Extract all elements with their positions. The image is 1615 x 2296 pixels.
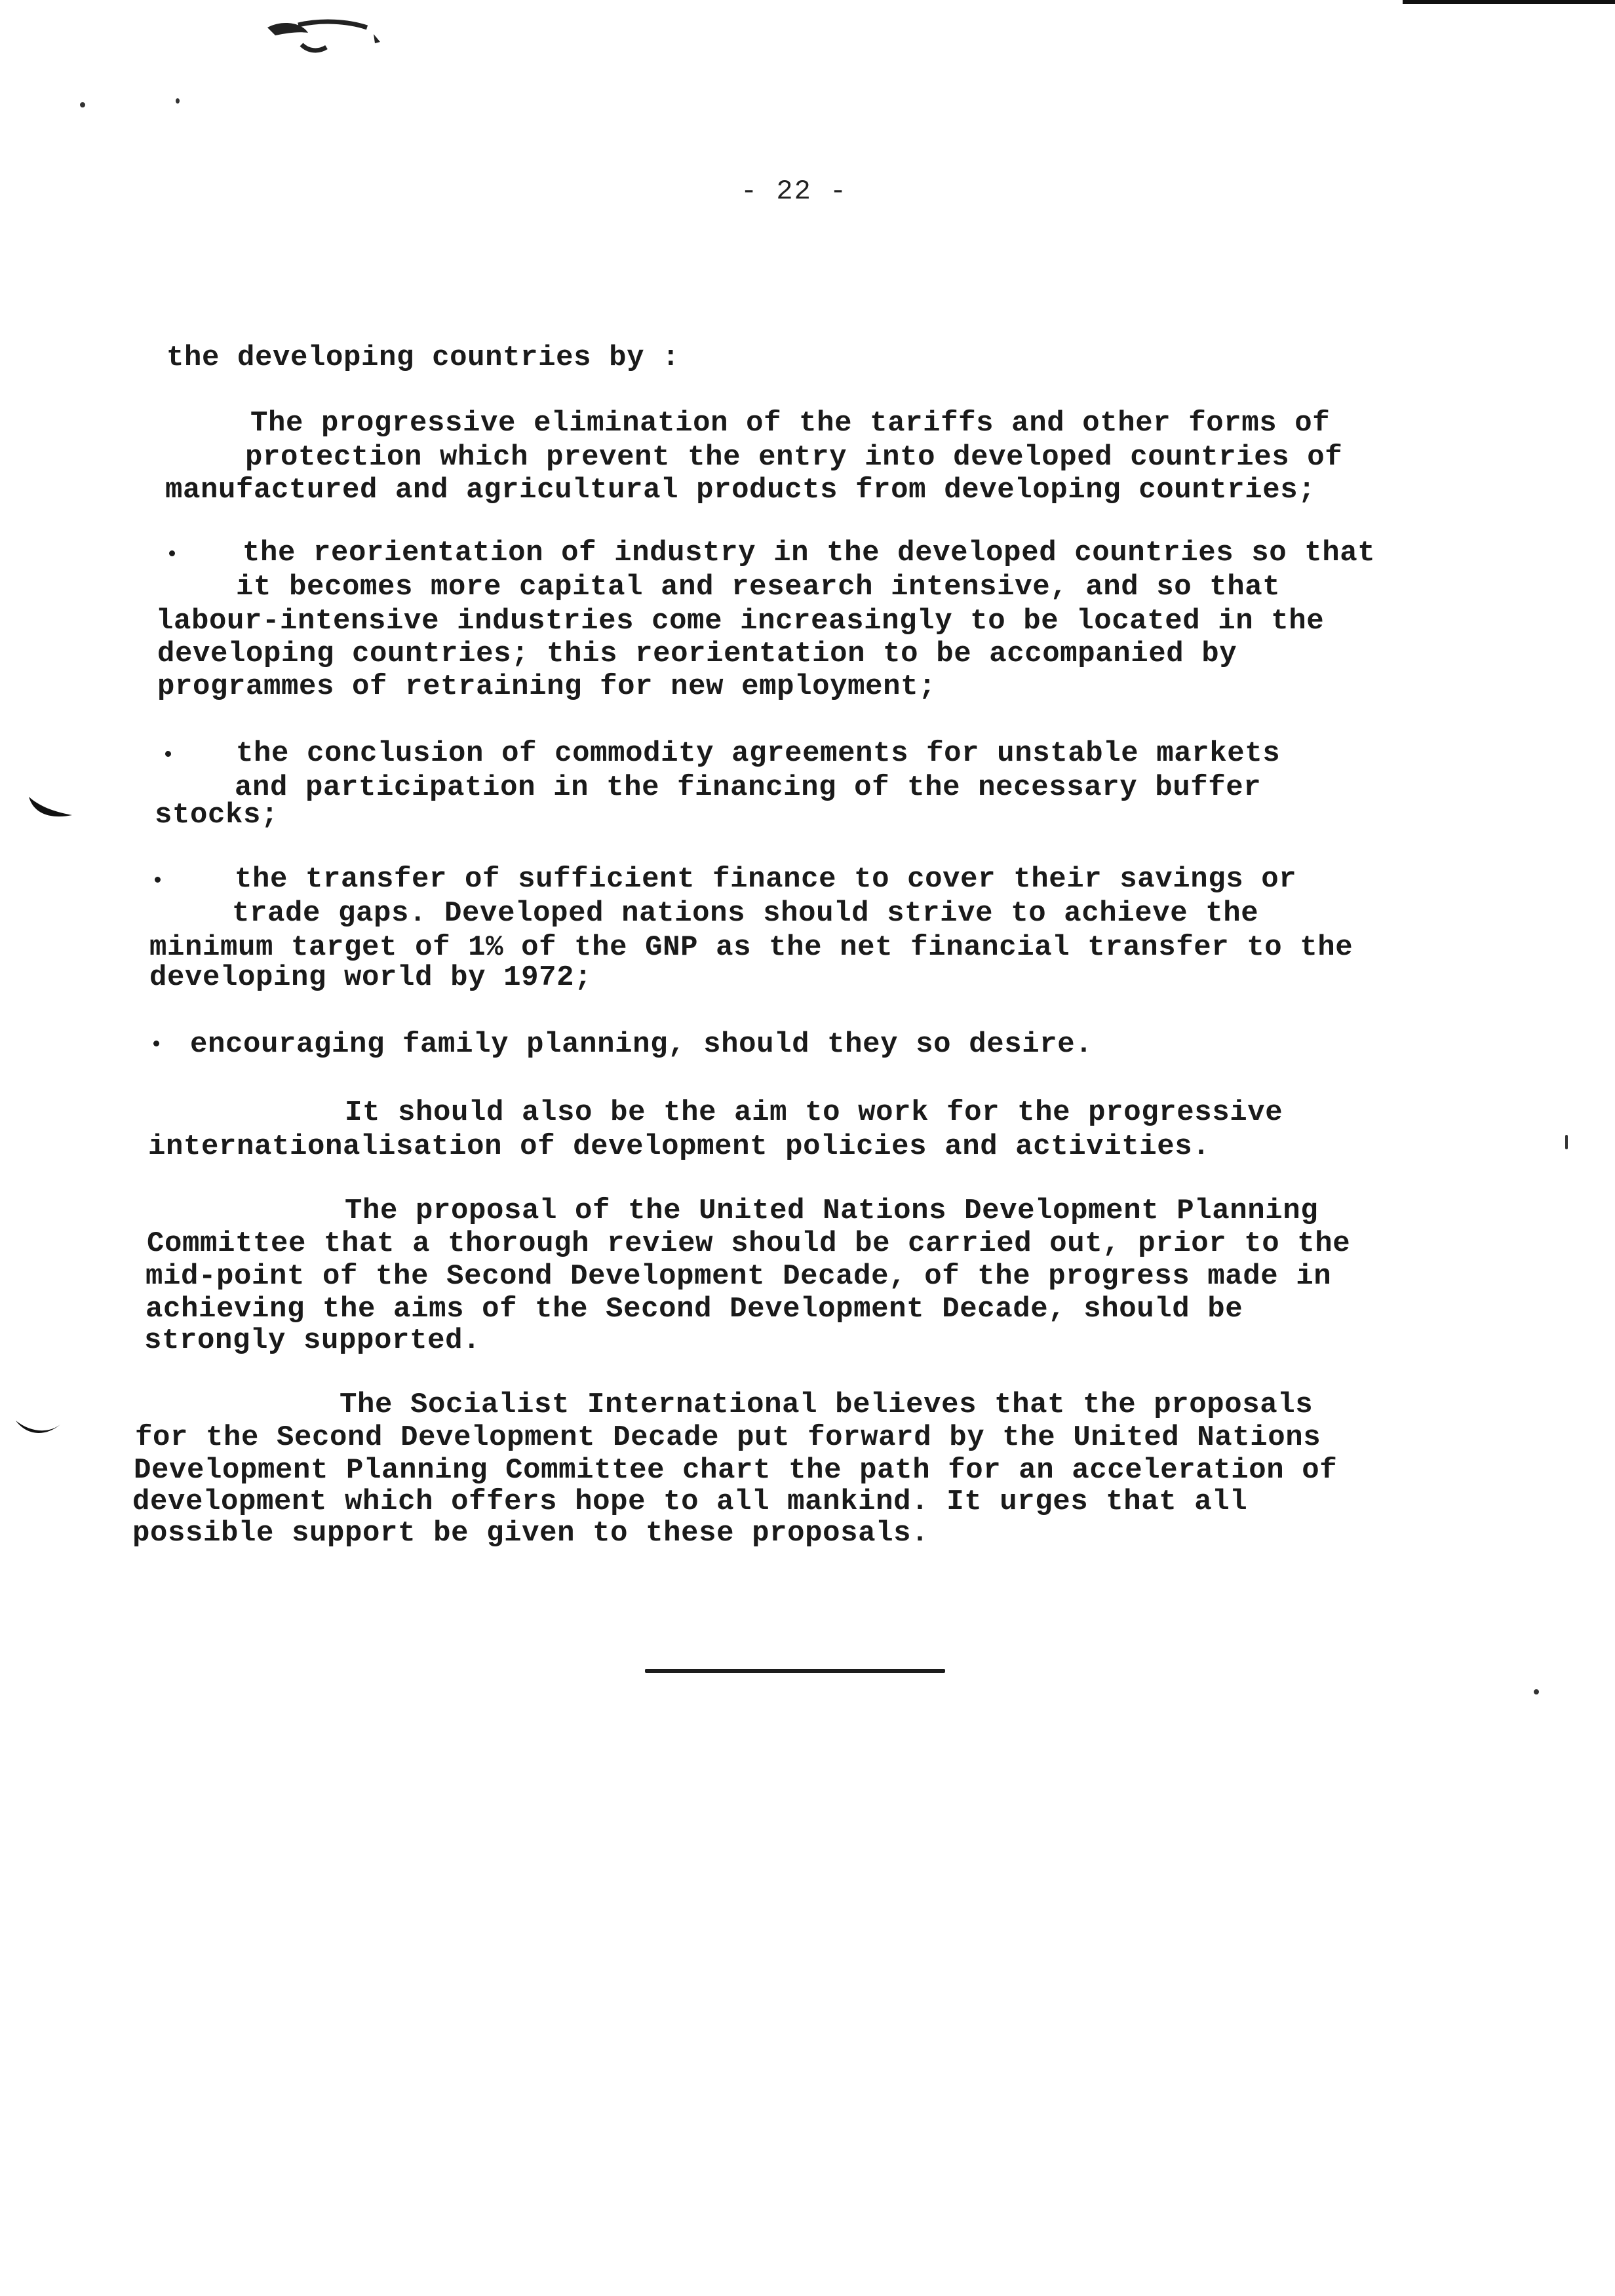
text-line: internationalisation of development policies and activities.	[148, 1130, 1211, 1163]
text-line: mid-point of the Second Development Decade, of the progress made in	[146, 1260, 1332, 1293]
text-line: manufactured and agricultural products from developing countries;	[165, 474, 1316, 507]
end-of-text-rule	[645, 1669, 945, 1673]
text-line: Committee that a thorough review should be carried out, prior to the	[147, 1227, 1351, 1260]
text-line: programmes of retraining for new employment;	[157, 670, 937, 703]
text-line: for the Second Development Decade put forward by the United Nations	[135, 1421, 1321, 1454]
bullet-marker	[155, 877, 161, 883]
scan-speck	[80, 102, 85, 107]
scan-edge-mark	[1403, 0, 1615, 4]
lead-in-line: the developing countries by :	[166, 341, 680, 374]
scan-smudge-mark	[262, 13, 393, 59]
page-number: - 22 -	[741, 176, 848, 207]
bullet-marker	[169, 550, 175, 556]
text-line: and participation in the financing of the necessary buffer	[235, 771, 1262, 804]
bullet-marker	[153, 1041, 159, 1046]
scan-speck	[1534, 1689, 1539, 1694]
text-line: the reorientation of industry in the developed countries so that	[243, 537, 1376, 569]
scan-speck	[1565, 1135, 1568, 1149]
text-line: The progressive elimination of the tariffs and other forms of	[250, 407, 1331, 440]
text-line: developing world by 1972;	[149, 961, 593, 994]
scan-speck	[176, 98, 180, 104]
text-line: stocks;	[155, 799, 279, 832]
text-line: developing countries; this reorientation to be accompanied by	[157, 638, 1237, 670]
text-line: trade gaps. Developed nations should strive to achieve the	[232, 897, 1259, 930]
text-line: it becomes more capital and research intensive, and so that	[236, 571, 1281, 603]
punch-hole-mark	[13, 1415, 66, 1448]
text-line: strongly supported.	[144, 1324, 481, 1357]
text-line: encouraging family planning, should they so desire.	[190, 1028, 1093, 1061]
text-line: protection which prevent the entry into developed countries of	[245, 441, 1343, 474]
text-line: labour-intensive industries come increasingly to be located in the	[156, 605, 1325, 638]
bullet-marker	[165, 751, 171, 757]
text-line: It should also be the aim to work for the progressive	[345, 1096, 1283, 1129]
punch-hole-mark	[26, 793, 79, 826]
text-line: minimum target of 1% of the GNP as the net financial transfer to the	[149, 931, 1353, 964]
text-line: development which offers hope to all mankind. It urges that all	[132, 1485, 1248, 1518]
text-line: The proposal of the United Nations Development Planning	[345, 1195, 1319, 1227]
text-line: the conclusion of commodity agreements for unstable markets	[236, 737, 1281, 770]
text-line: the transfer of sufficient finance to cover their savings or	[235, 863, 1297, 896]
text-line: achieving the aims of the Second Development Decade, should be	[146, 1293, 1243, 1326]
text-line: Development Planning Committee chart the path for an acceleration of	[134, 1454, 1338, 1487]
text-line: possible support be given to these proposals.	[132, 1517, 929, 1550]
text-line: The Socialist International believes that the proposals	[340, 1388, 1313, 1421]
